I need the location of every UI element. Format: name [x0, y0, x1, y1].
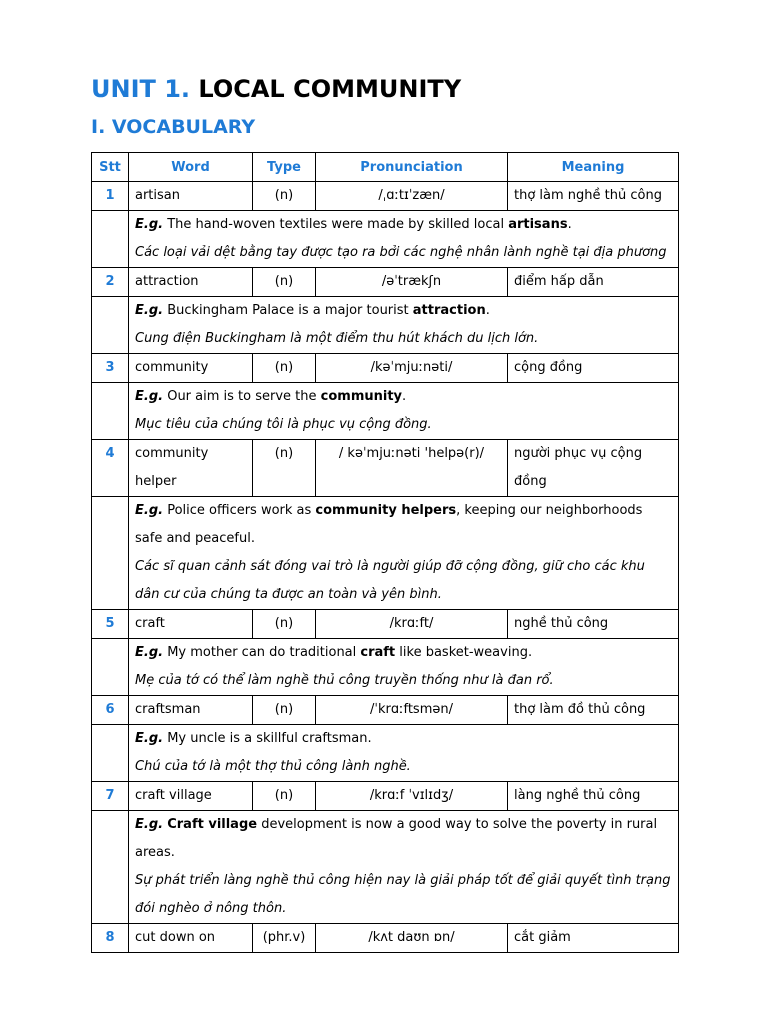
example-english	[135, 383, 672, 411]
col-header-stt: Stt	[92, 153, 129, 182]
example-english	[135, 211, 672, 239]
empty-cell	[92, 725, 129, 782]
example-keyword: artisans	[508, 217, 568, 232]
empty-cell	[92, 497, 129, 610]
example-text: development is now a good way to solve the poverty in rural areas.	[135, 817, 658, 860]
word-cell: craft	[129, 610, 253, 639]
example-cell	[129, 211, 679, 268]
col-header-meaning: Meaning	[508, 153, 679, 182]
type-cell: (phr.v)	[253, 924, 316, 953]
example-row	[92, 725, 679, 782]
empty-cell	[92, 639, 129, 696]
stt-cell: 7	[92, 782, 129, 811]
example-text: My mother can do traditional	[163, 645, 361, 660]
type-cell: (n)	[253, 354, 316, 383]
type-cell: (n)	[253, 268, 316, 297]
type-cell: (n)	[253, 182, 316, 211]
word-cell: community	[129, 354, 253, 383]
type-cell: (n)	[253, 782, 316, 811]
table-row	[92, 610, 679, 639]
pronunciation-cell: /kʌt daʊn ɒn/	[316, 924, 508, 953]
word-cell: cut down on	[129, 924, 253, 953]
example-vietnamese: Sự phát triển làng nghề thủ công hiện nay là giải pháp tốt để giải quyết tình trạng đói nghèo ở nông thôn.	[135, 873, 671, 916]
type-cell: (n)	[253, 440, 316, 497]
col-header-type: Type	[253, 153, 316, 182]
example-cell	[129, 497, 679, 610]
eg-label: E.g.	[135, 817, 164, 832]
meaning-cell: thợ làm nghề thủ công	[508, 182, 679, 211]
col-header-pronunciation: Pronunciation	[316, 153, 508, 182]
example-text: Our aim is to serve the	[163, 389, 321, 404]
example-cell	[129, 383, 679, 440]
example-keyword: attraction	[412, 303, 486, 318]
example-text: Police officers work as	[163, 503, 316, 518]
pronunciation-cell: /ˌɑːtɪˈzæn/	[316, 182, 508, 211]
unit-title	[91, 74, 461, 104]
example-vietnamese: Các loại vải dệt bằng tay được tạo ra bởi các nghệ nhân lành nghề tại địa phương	[135, 245, 667, 260]
example-keyword: Craft village	[167, 817, 258, 832]
vocabulary-table	[91, 152, 679, 953]
table-header-row	[92, 153, 679, 182]
word-cell: attraction	[129, 268, 253, 297]
example-row	[92, 811, 679, 924]
example-cell	[129, 725, 679, 782]
pronunciation-cell: / kəˈmjuːnəti 'helpə(r)/	[316, 440, 508, 497]
example-row	[92, 211, 679, 268]
empty-cell	[92, 383, 129, 440]
example-english	[135, 639, 672, 667]
example-text: Buckingham Palace is a major tourist	[163, 303, 413, 318]
table-row	[92, 440, 679, 497]
eg-label: E.g.	[135, 389, 164, 404]
word-cell: craft village	[129, 782, 253, 811]
meaning-cell: nghề thủ công	[508, 610, 679, 639]
example-cell	[129, 297, 679, 354]
pronunciation-cell: /krɑːf ˈvɪlɪdʒ/	[316, 782, 508, 811]
example-row	[92, 297, 679, 354]
example-vietnamese: Mục tiêu của chúng tôi là phục vụ cộng đồng.	[135, 417, 432, 432]
example-vietnamese: Mẹ của tớ có thể làm nghề thủ công truyền thống như là đan rổ.	[135, 673, 554, 688]
example-vietnamese: Các sĩ quan cảnh sát đóng vai trò là người giúp đỡ cộng đồng, giữ cho các khu dân cư của chúng ta được an toàn và yên bình.	[135, 559, 645, 602]
word-cell: community helper	[129, 440, 253, 497]
empty-cell	[92, 811, 129, 924]
example-cell	[129, 639, 679, 696]
meaning-cell: thợ làm đồ thủ công	[508, 696, 679, 725]
stt-cell: 3	[92, 354, 129, 383]
example-keyword: community	[320, 389, 403, 404]
empty-cell	[92, 211, 129, 268]
meaning-cell: người phục vụ cộng đồng	[508, 440, 679, 497]
example-text: My uncle is a skillful craftsman.	[163, 731, 372, 746]
word-cell: artisan	[129, 182, 253, 211]
example-row	[92, 497, 679, 610]
stt-cell: 1	[92, 182, 129, 211]
word-cell: craftsman	[129, 696, 253, 725]
meaning-cell: cắt giảm	[508, 924, 679, 953]
table-row	[92, 924, 679, 953]
example-english	[135, 725, 672, 753]
pronunciation-cell: /kəˈmjuːnəti/	[316, 354, 508, 383]
example-row	[92, 383, 679, 440]
example-english	[135, 811, 672, 867]
eg-label: E.g.	[135, 503, 164, 518]
example-vietnamese: Cung điện Buckingham là một điểm thu hút khách du lịch lớn.	[135, 331, 539, 346]
type-cell: (n)	[253, 696, 316, 725]
table-row	[92, 696, 679, 725]
example-text: , keeping our neighborhoods safe and peaceful.	[135, 503, 643, 546]
example-text: The hand-woven textiles were made by skilled local	[163, 217, 509, 232]
example-text: .	[485, 303, 490, 318]
example-row	[92, 639, 679, 696]
table-row	[92, 782, 679, 811]
pronunciation-cell: /krɑːft/	[316, 610, 508, 639]
col-header-word: Word	[129, 153, 253, 182]
table-row	[92, 268, 679, 297]
table-row	[92, 354, 679, 383]
unit-name: LOCAL COMMUNITY	[198, 75, 462, 103]
stt-cell: 6	[92, 696, 129, 725]
stt-cell: 4	[92, 440, 129, 497]
example-keyword: craft	[360, 645, 396, 660]
empty-cell	[92, 297, 129, 354]
example-text: .	[402, 389, 407, 404]
example-keyword: community helpers	[315, 503, 457, 518]
type-cell: (n)	[253, 610, 316, 639]
eg-label: E.g.	[135, 645, 164, 660]
meaning-cell: điểm hấp dẫn	[508, 268, 679, 297]
unit-number: UNIT 1.	[91, 75, 191, 103]
example-english	[135, 297, 672, 325]
example-vietnamese: Chú của tớ là một thợ thủ công lành nghề.	[135, 759, 411, 774]
pronunciation-cell: /əˈtrækʃn	[316, 268, 508, 297]
eg-label: E.g.	[135, 303, 164, 318]
stt-cell: 5	[92, 610, 129, 639]
example-text: .	[567, 217, 572, 232]
section-title: I. VOCABULARY	[91, 116, 256, 138]
stt-cell: 2	[92, 268, 129, 297]
example-cell	[129, 811, 679, 924]
stt-cell: 8	[92, 924, 129, 953]
pronunciation-cell: /ˈkrɑːftsmən/	[316, 696, 508, 725]
meaning-cell: cộng đồng	[508, 354, 679, 383]
eg-label: E.g.	[135, 217, 164, 232]
eg-label: E.g.	[135, 731, 164, 746]
table-row	[92, 182, 679, 211]
example-text: like basket-weaving.	[395, 645, 533, 660]
example-english	[135, 497, 672, 553]
meaning-cell: làng nghề thủ công	[508, 782, 679, 811]
